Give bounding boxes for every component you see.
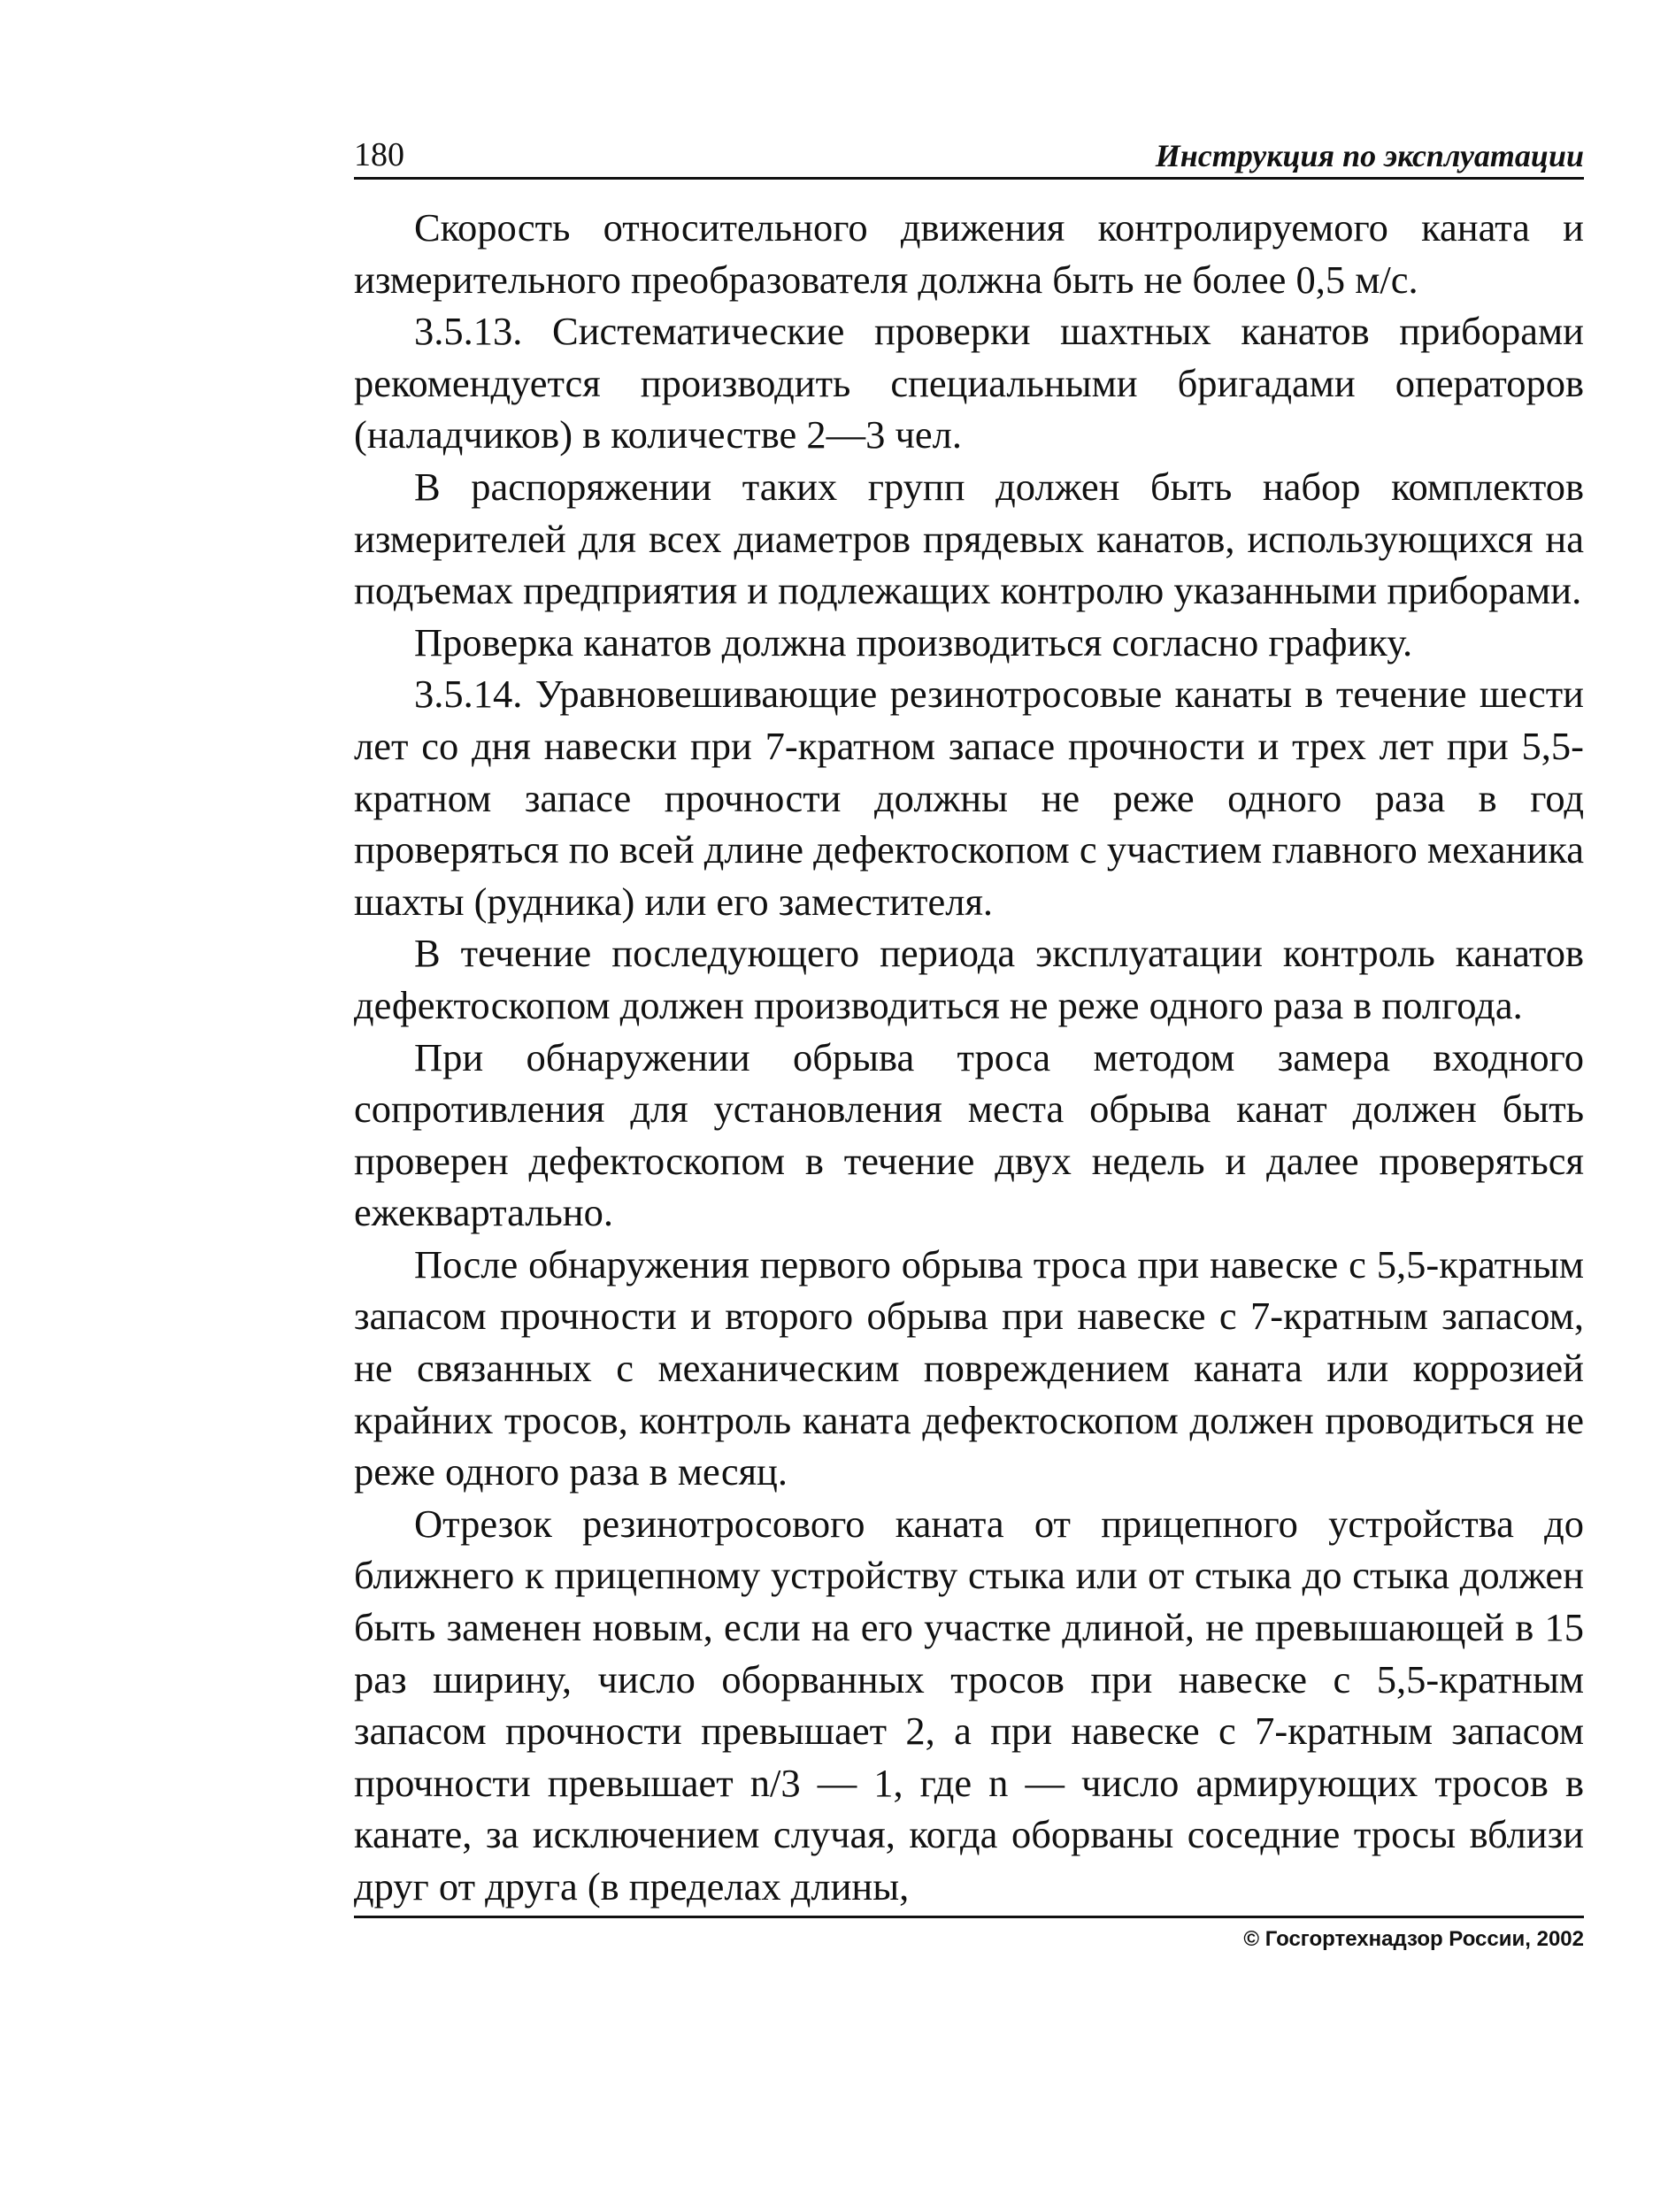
page-header <box>354 124 1584 180</box>
paragraph: Проверка канатов должна производиться согласно графику. <box>414 619 1413 664</box>
paragraph: После обнаружения первого обрыва троса при навеске с 5,5-кратным запасом прочности и второго обрыва при навеске с 7-кратным запасом, не связанных с механическим повреждением каната или коррозией крайних тросов, контроль каната дефектоскопом должен проводиться не реже одного раза в месяц. <box>354 1241 1584 1494</box>
footer-rule <box>354 1916 1584 1918</box>
paragraph: В течение последующего периода эксплуатации контроль канатов дефектоскопом должен производиться не реже одного раза в полгода. <box>354 931 1584 1027</box>
copyright-notice: © Госгортехнадзор России, 2002 <box>1243 1927 1584 1951</box>
page-number: 180 <box>354 136 404 173</box>
body-text <box>354 202 1584 1913</box>
paragraph: 3.5.14. Уравновешивающие резинотросовые канаты в течение шести лет со дня навески при 7-кратном запасе прочности и трех лет при 5,5-кратном запасе прочности должны не реже одного раза в год проверяться по всей длине дефектоскопом с участием главного механика шахты (рудника) или его заместителя. <box>354 672 1584 924</box>
paragraph: Отрезок резинотросового каната от прицепного устройства до ближнего к прицепному устройству стыка или от стыка до стыка должен быть заменен новым, если на его участке длиной, не превышающей в 15 раз ширину, число оборванных тросов при навеске с 5,5-кратным запасом прочности превышает 2, а при навеске с 7-кратным запасом прочности превышает n/3 — 1, где n — число армирующих тросов в канате, за исключением случая, когда оборваны соседние тросы вблизи друг от друга (в пределах длины, <box>354 1501 1584 1909</box>
paragraph: В распоряжении таких групп должен быть набор комплектов измерителей для всех диаметров прядевых канатов, использующихся на подъемах предприятия и подлежащих контролю указанными приборами. <box>354 464 1584 613</box>
paragraph: При обнаружении обрыва троса методом замера входного сопротивления для установления места обрыва канат должен быть проверен дефектоскопом в течение двух недель и далее проверяться ежеквартально. <box>354 1034 1584 1235</box>
paragraph: 3.5.13. Систематические проверки шахтных канатов приборами рекомендуется производить специальными бригадами операторов (наладчиков) в количестве 2—3 чел. <box>354 309 1584 457</box>
paragraph: Скорость относительного движения контролируемого каната и измерительного преобразователя должна быть не более 0,5 м/с. <box>354 205 1584 302</box>
running-title: Инструкция по эксплуатации <box>1155 138 1584 173</box>
